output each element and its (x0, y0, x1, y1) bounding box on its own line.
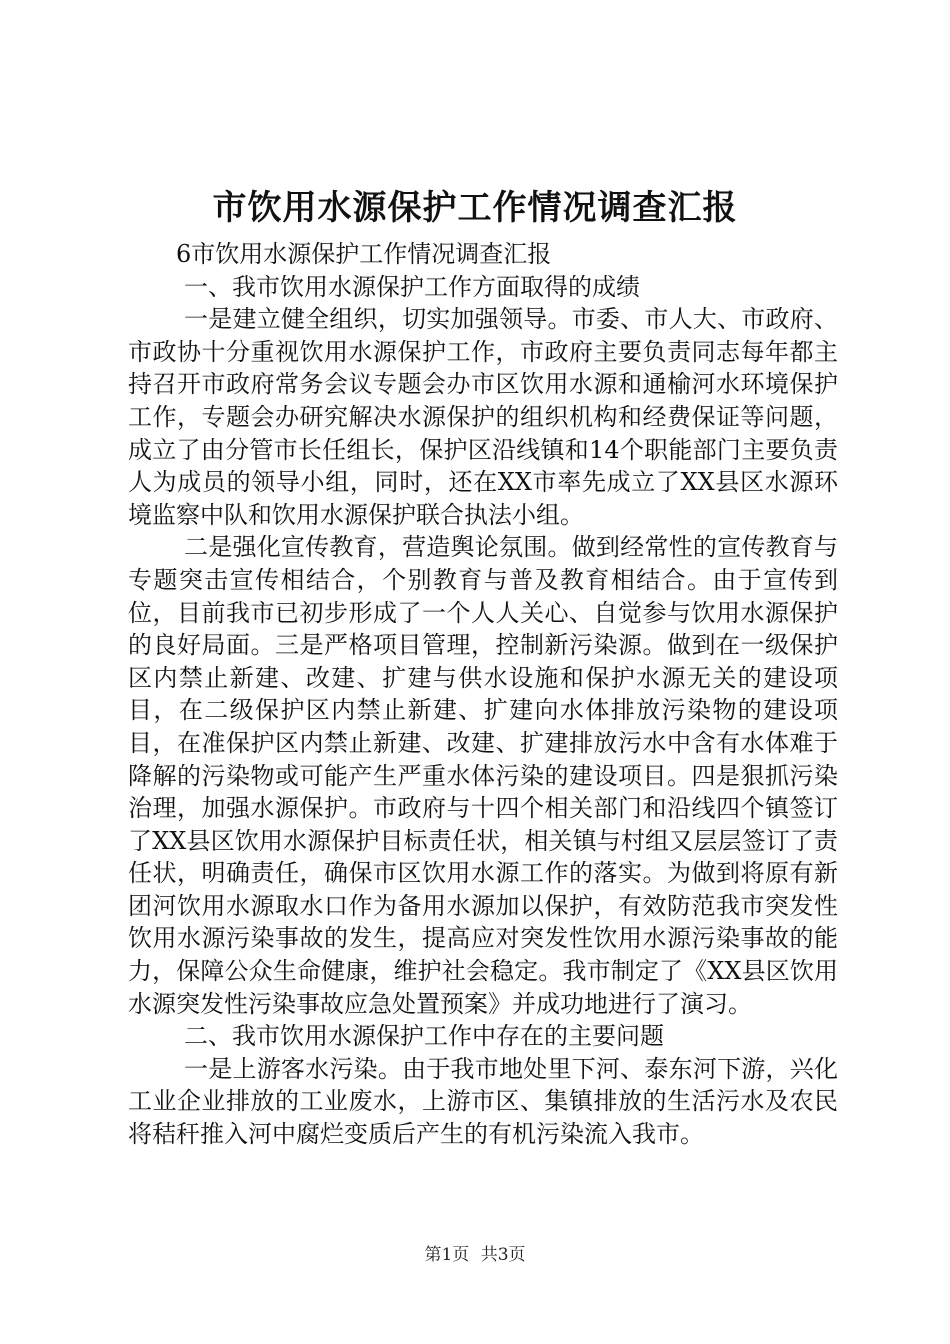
paragraph-upstream-pollution: 一是上游客水污染。由于我市地处里下河、泰东河下游，兴化工业企业排放的工业废水，上游市区、集镇排放的生活污水及农民将秸秆推入河中腐烂变质后产生的有机污染流入我市。 (128, 1054, 838, 1149)
page-number-total: 共3页 (480, 1245, 526, 1265)
paragraph-organization: 一是建立健全组织，切实加强领导。市委、市人大、市政府、市政协十分重视饮用水源保护工作，市政府主要负责同志每年都主持召开市政府常务会议专题会办市区饮用水源和通榆河水环境保护工作，专题会办研究解决水源保护的组织机构和经费保证等问题，成立了由分管市长任组长，保护区沿线镇和14个职能部门主要负责人为成员的领导小组，同时，还在XX市率先成立了XX县区水源环境监察中队和饮用水源保护联合执法小组。 (128, 305, 838, 529)
page-footer (0, 1244, 950, 1266)
document-body (128, 238, 838, 1151)
page-number-current: 第1页 (424, 1245, 470, 1265)
document-title: 市饮用水源保护工作情况调查汇报 (212, 188, 738, 228)
paragraph-publicity: 二是强化宣传教育，营造舆论氛围。做到经常性的宣传教育与专题突击宣传相结合，个别教育与普及教育相结合。由于宣传到位，目前我市已初步形成了一个人人关心、自觉参与饮用水源保护的良好局面。三是严格项目管理，控制新污染源。做到在一级保护区内禁止新建、改建、扩建与供水设施和保护水源无关的建设项目，在二级保护区内禁止新建、扩建向水体排放污染物的建设项目，在准保护区内禁止新建、改建、扩建排放污水中含有水体难于降解的污染物或可能产生严重水体污染的建设项目。四是狠抓污染治理，加强水源保护。市政府与十四个相关部门和沿线四个镇签订了XX县区饮用水源保护目标责任状，相关镇与村组又层层签订了责任状，明确责任，确保市区饮用水源工作的落实。为做到将原有新团河饮用水源取水口作为备用水源加以保护，有效防范我市突发性饮用水源污染事故的发生，提高应对突发性饮用水源污染事故的能力，保障公众生命健康，维护社会稳定。我市制定了《XX县区饮用水源突发性污染事故应急处置预案》并成功地进行了演习。 (128, 533, 838, 1018)
section-heading-problems: 二、我市饮用水源保护工作中存在的主要问题 (184, 1022, 664, 1051)
paragraph-subtitle: 6市饮用水源保护工作情况调查汇报 (176, 240, 552, 268)
section-heading-achievements: 一、我市饮用水源保护工作方面取得的成绩 (184, 272, 640, 301)
